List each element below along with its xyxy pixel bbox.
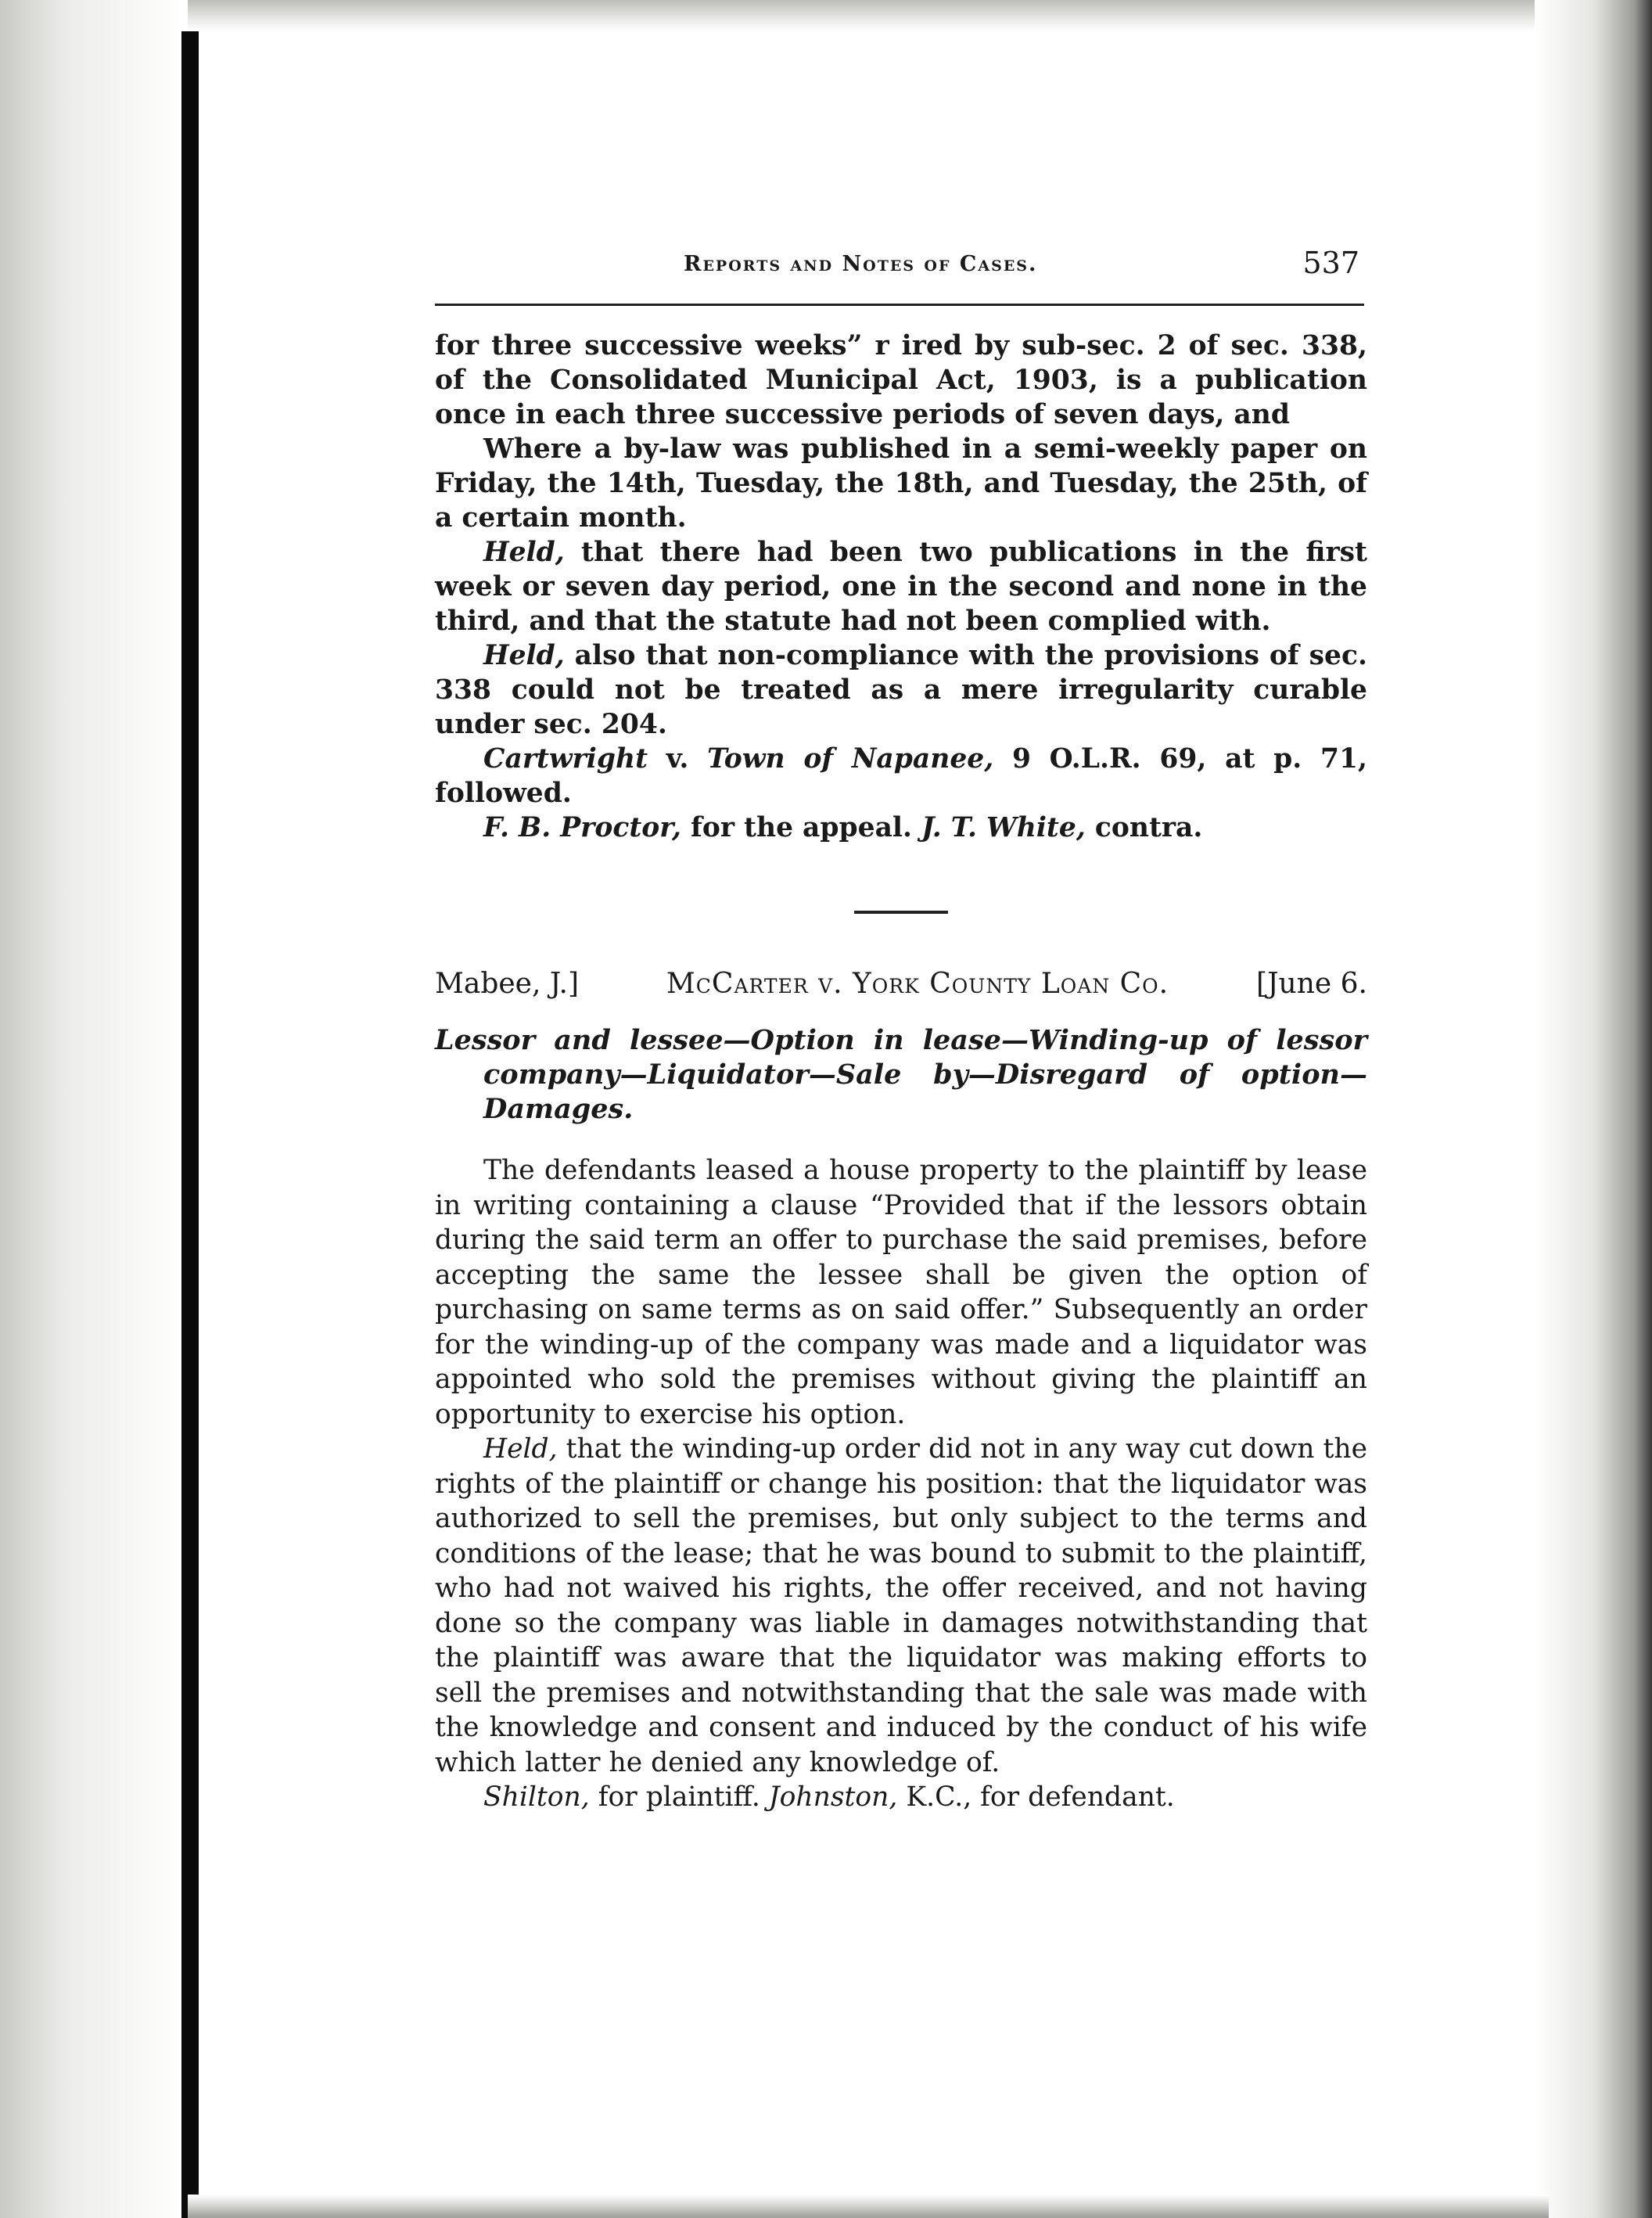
held-label: Held, <box>483 537 565 568</box>
scan-edge-top <box>188 0 1564 31</box>
held-label: Held, <box>483 640 565 671</box>
citation-reference: 9 O.L.R. 69, at p. 71, followed. <box>435 743 1368 809</box>
citation-party-1: Cartwright <box>483 743 648 775</box>
counsel-role: contra. <box>1085 812 1203 843</box>
book-spine-shadow <box>181 31 199 2218</box>
scan-edge-left <box>0 0 188 2218</box>
counsel-name: J. T. White, <box>921 812 1086 843</box>
counsel-role: K.C., for defendant. <box>897 1781 1175 1813</box>
counsel-paragraph <box>435 811 1367 845</box>
counsel-name: F. B. Proctor, <box>483 812 681 843</box>
held-text: that the winding-up order did not in any way cut down the rights of the plaintiff or change his position: that the liquidator was authorized to sell the premises, but only subject to the terms and conditions of the lease; that he was bound to submit to the plaintiff, who had not waived his rights, the offer received, and not having done so the company was liable in damages notwithstanding that the plaintiff was aware that the liquidator was making efforts to sell the premises and notwithstanding that the sale was made with the knowledge and consent and induced by the conduct of his wife which latter he denied any knowledge of. <box>435 1433 1367 1778</box>
headnote-facts: Where a by-law was published in a semi-weekly paper on Friday, the 14th, Tuesday, the 18th, and Tuesday, the 25th, of a certain month. <box>435 433 1367 534</box>
case-heading <box>435 967 1367 1001</box>
second-case-body <box>435 1153 1367 1815</box>
counsel-role: for the appeal. <box>681 812 922 843</box>
page-number: 537 <box>1302 246 1359 280</box>
held-text: also that non-compliance with the provisions of sec. 338 could not be treated as a mere irregularity curable under sec. 204. <box>435 640 1367 740</box>
first-case-headnote <box>435 329 1367 845</box>
case-date: [June 6. <box>1256 968 1367 1000</box>
headnote-continuation: for three successive weeks” r ired by sub-sec. 2 of sec. 338, of the Consolidated Municipal Act, 1903, is a publication once in each three successive periods of seven days, and <box>435 330 1367 430</box>
section-divider <box>854 911 948 914</box>
held-label: Held, <box>483 1433 558 1465</box>
held-paragraph-2 <box>435 638 1367 742</box>
judge-name: Mabee, J.] <box>435 968 579 1000</box>
held-paragraph-1 <box>435 535 1367 638</box>
running-header <box>435 247 1367 294</box>
held-text: that there had been two publications in the first week or seven day period, one in the second and none in the third, and that the statute had not been complied with. <box>435 537 1367 637</box>
counsel-paragraph <box>435 1780 1367 1815</box>
held-paragraph <box>435 1432 1367 1780</box>
citation-versus: v. <box>648 743 708 775</box>
facts-paragraph: The defendants leased a house property to the plaintiff by lease in writing containing a clause “Provided that if the lessors obtain during the said term an offer to purchase the said premises, before accepting the same the lessee shall be given the option of purchasing on same terms as on said offer.” Subsequently an order for the winding-up of the company was made and a liquidator was appointed who sold the premises without giving the plaintiff an opportunity to exercise his option. <box>435 1155 1367 1430</box>
counsel-role: for plaintiff. <box>589 1781 769 1813</box>
counsel-name: Shilton, <box>483 1781 590 1813</box>
citation-party-2: Town of Napanee, <box>707 743 994 775</box>
catchwords: Lessor and lessee—Option in lease—Winding-up of lessor company—Liquidator—Sale by—Disregard of option—Damages. <box>435 1024 1367 1125</box>
case-title: McCarter v. York County Loan Co. <box>666 968 1169 1000</box>
scan-edge-right <box>1535 0 1652 2218</box>
page-content <box>435 247 1367 1815</box>
counsel-name: Johnston, <box>768 1781 898 1813</box>
scan-edge-bottom <box>188 2195 1549 2218</box>
citation-paragraph <box>435 742 1367 811</box>
running-title: Reports and Notes of Cases. <box>684 252 1038 276</box>
header-rule <box>435 304 1364 306</box>
